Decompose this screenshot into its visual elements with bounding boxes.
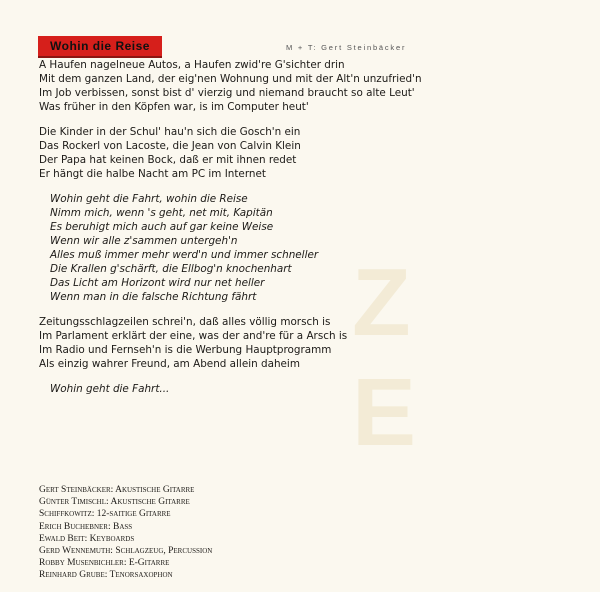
verse-3 (39, 315, 559, 371)
background-watermark-letters: Z E (352, 249, 477, 466)
band-member: Günter Timischl: Akustische Gitarre (39, 497, 190, 508)
chorus-line: Es beruhigt mich auch auf gar keine Weise (50, 221, 274, 233)
band-member: Reinhard Grube: Tenorsaxophon (39, 570, 173, 581)
band-member: Erich Buchebner: Bass (39, 521, 133, 532)
band-member: Ewald Beit: Keyboards (39, 533, 135, 544)
chorus-line: Wenn wir alle z'sammen untergeh'n (50, 235, 238, 247)
chorus-line: Alles muß immer mehr werd'n und immer schneller (50, 249, 319, 261)
lyrics (39, 58, 559, 396)
lyric-line: Im Job verbissen, sonst bist d' vierzig und niemand braucht so alte Leut' (39, 87, 415, 99)
lyric-line: A Haufen nagelneue Autos, a Haufen zwid're G'sichter drin (39, 59, 345, 71)
lyric-line: Die Kinder in der Schul' hau'n sich die Gosch'n ein (39, 126, 301, 138)
lyric-line: Der Papa hat keinen Bock, daß er mit ihnen redet (39, 154, 297, 166)
chorus-line: Das Licht am Horizont wird nur net heller (50, 277, 265, 289)
band-member: Gert Steinbäcker: Akustische Gitarre (39, 485, 195, 495)
chorus-line: Nimm mich, wenn 's geht, net mit, Kapitän (50, 207, 273, 219)
lyric-line: Im Radio und Fernseh'n is die Werbung Hauptprogramm (39, 344, 332, 356)
outro-line: Wohin geht die Fahrt... (50, 383, 170, 395)
band-member: Robby Musenbichler: E-Gitarre (39, 558, 170, 569)
lyric-line: Zeitungsschlagzeilen schrei'n, daß alles völlig morsch is (39, 316, 331, 328)
band-credits (39, 484, 212, 582)
verse-2 (39, 125, 559, 181)
lyric-line: Mit dem ganzen Land, der eig'nen Wohnung und mit der Alt'n unzufried'n (39, 73, 422, 85)
band-member: Schiffkowitz: 12-saitige Gitarre (39, 509, 171, 520)
lyric-line: Als einzig wahrer Freund, am Abend allein daheim (39, 358, 300, 370)
chorus-line: Die Krallen g'schärft, die Ellbog'n knochenhart (50, 263, 292, 275)
chorus (39, 192, 559, 304)
lyric-line: Er hängt die halbe Nacht am PC im Internet (39, 168, 266, 180)
chorus-line: Wohin geht die Fahrt, wohin die Reise (50, 193, 248, 205)
lyric-line: Das Rockerl von Lacoste, die Jean von Calvin Klein (39, 140, 301, 152)
lyric-line: Im Parlament erklärt der eine, was der and're für a Arsch is (39, 330, 348, 342)
lyric-line: Was früher in den Köpfen war, is im Computer heut' (39, 101, 309, 113)
verse-1 (39, 58, 559, 114)
chorus-line: Wenn man in die falsche Richtung fährt (50, 291, 257, 303)
songwriter-credit: M + T: Gert Steinbäcker (286, 43, 407, 52)
song-title: Wohin die Reise (38, 36, 162, 58)
band-member: Gerd Wennemuth: Schlagzeug, Percussion (39, 546, 213, 557)
